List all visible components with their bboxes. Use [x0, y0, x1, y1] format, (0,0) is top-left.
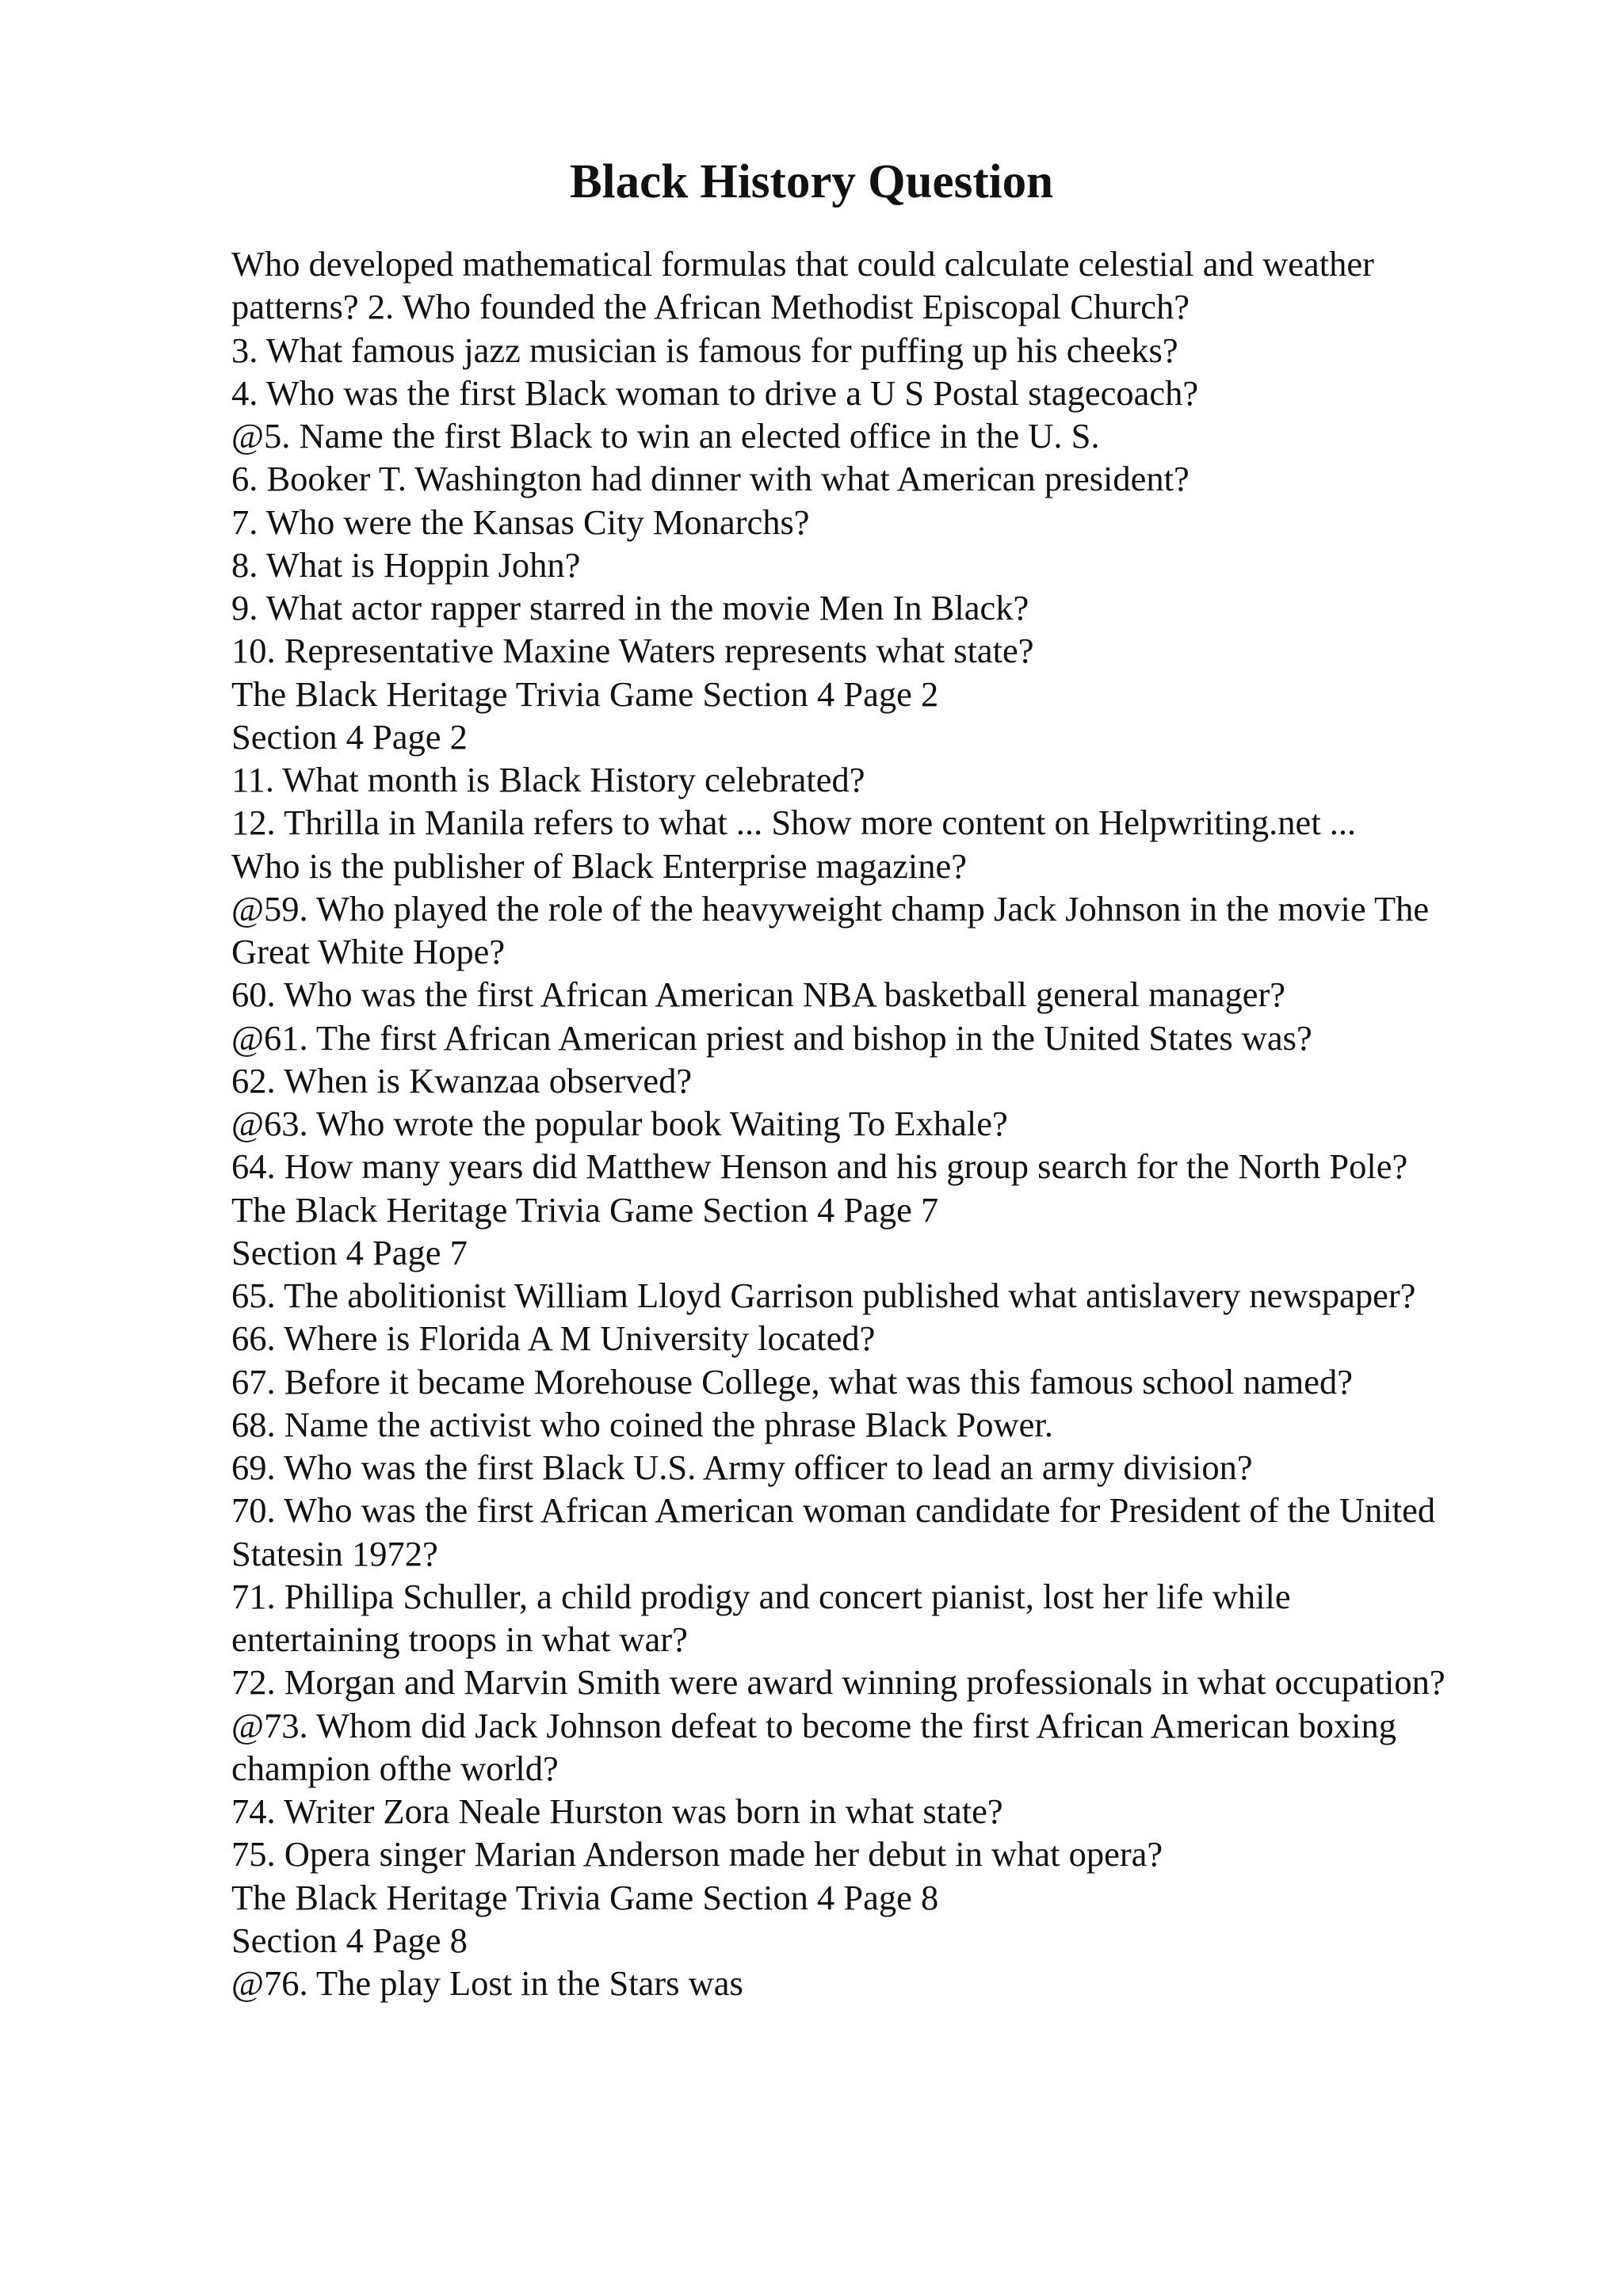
body-line: Section 4 Page 2: [231, 716, 468, 757]
body-line: champion ofthe world?: [231, 1748, 559, 1788]
body-line: @61. The first African American priest and bishop in the United States was?: [231, 1017, 1312, 1058]
body-line: 72. Morgan and Marvin Smith were award winning professionals in what occupation?: [231, 1662, 1445, 1703]
body-line: patterns? 2. Who founded the African Methodist Episcopal Church?: [231, 287, 1190, 327]
body-line: 10. Representative Maxine Waters represents what state?: [231, 631, 1034, 671]
body-line: 7. Who were the Kansas City Monarchs?: [231, 502, 810, 542]
body-line: entertaining troops in what war?: [231, 1619, 688, 1659]
body-line: Who is the publisher of Black Enterprise magazine?: [231, 845, 968, 886]
body-line: @59. Who played the role of the heavyweight champ Jack Johnson in the movie The: [231, 888, 1430, 929]
body-line: @63. Who wrote the popular book Waiting To Exhale?: [231, 1104, 1008, 1143]
body-line: Section 4 Page 7: [231, 1232, 468, 1272]
body-line: @76. The play Lost in the Stars was: [231, 1963, 743, 2003]
body-line: 8. What is Hoppin John?: [231, 544, 581, 585]
document-title: Black History Question: [569, 155, 1054, 208]
body-line: 3. What famous jazz musician is famous for puffing up his cheeks?: [231, 330, 1178, 370]
body-line: 70. Who was the first African American woman candidate for President of the United: [231, 1490, 1436, 1531]
body-line: 69. Who was the first Black U.S. Army officer to lead an army division?: [231, 1447, 1253, 1487]
body-line: 65. The abolitionist William Lloyd Garrison published what antislavery newspaper?: [231, 1276, 1416, 1315]
body-line: 12. Thrilla in Manila refers to what ... Show more content on Helpwriting.net ...: [231, 803, 1357, 843]
document-body: [231, 242, 1515, 2004]
body-line: 71. Phillipa Schuller, a child prodigy and concert pianist, lost her life while: [231, 1576, 1291, 1616]
body-line: 66. Where is Florida A M University located?: [231, 1318, 876, 1359]
body-line: 75. Opera singer Marian Anderson made her debut in what opera?: [231, 1834, 1163, 1875]
body-line: @73. Whom did Jack Johnson defeat to become the first African American boxing: [231, 1705, 1396, 1745]
body-line: The Black Heritage Trivia Game Section 4 Page 8: [231, 1877, 939, 1917]
body-line: 9. What actor rapper starred in the movie Men In Black?: [231, 588, 1029, 627]
body-line: 6. Booker T. Washington had dinner with what American president?: [231, 459, 1190, 499]
body-line: 67. Before it became Morehouse College, what was this famous school named?: [231, 1361, 1353, 1402]
body-line: 62. When is Kwanzaa observed?: [231, 1060, 693, 1100]
body-line: Who developed mathematical formulas that could calculate celestial and weather: [231, 244, 1374, 284]
body-line: @5. Name the first Black to win an elected office in the U. S.: [231, 416, 1100, 456]
body-line: 68. Name the activist who coined the phrase Black Power.: [231, 1404, 1053, 1444]
body-line: 74. Writer Zora Neale Hurston was born in what state?: [231, 1791, 1003, 1831]
body-line: 4. Who was the first Black woman to drive a U S Postal stagecoach?: [231, 372, 1199, 413]
body-line: Section 4 Page 8: [231, 1920, 468, 1960]
body-line: 11. What month is Black History celebrated?: [231, 760, 865, 799]
body-line: Statesin 1972?: [231, 1533, 438, 1573]
body-line: The Black Heritage Trivia Game Section 4 Page 7: [231, 1189, 939, 1230]
body-line: The Black Heritage Trivia Game Section 4 Page 2: [231, 673, 939, 714]
body-line: Great White Hope?: [231, 932, 506, 971]
body-line: 60. Who was the first African American NBA basketball general manager?: [231, 974, 1286, 1015]
body-line: 64. How many years did Matthew Henson and his group search for the North Pole?: [231, 1146, 1408, 1187]
